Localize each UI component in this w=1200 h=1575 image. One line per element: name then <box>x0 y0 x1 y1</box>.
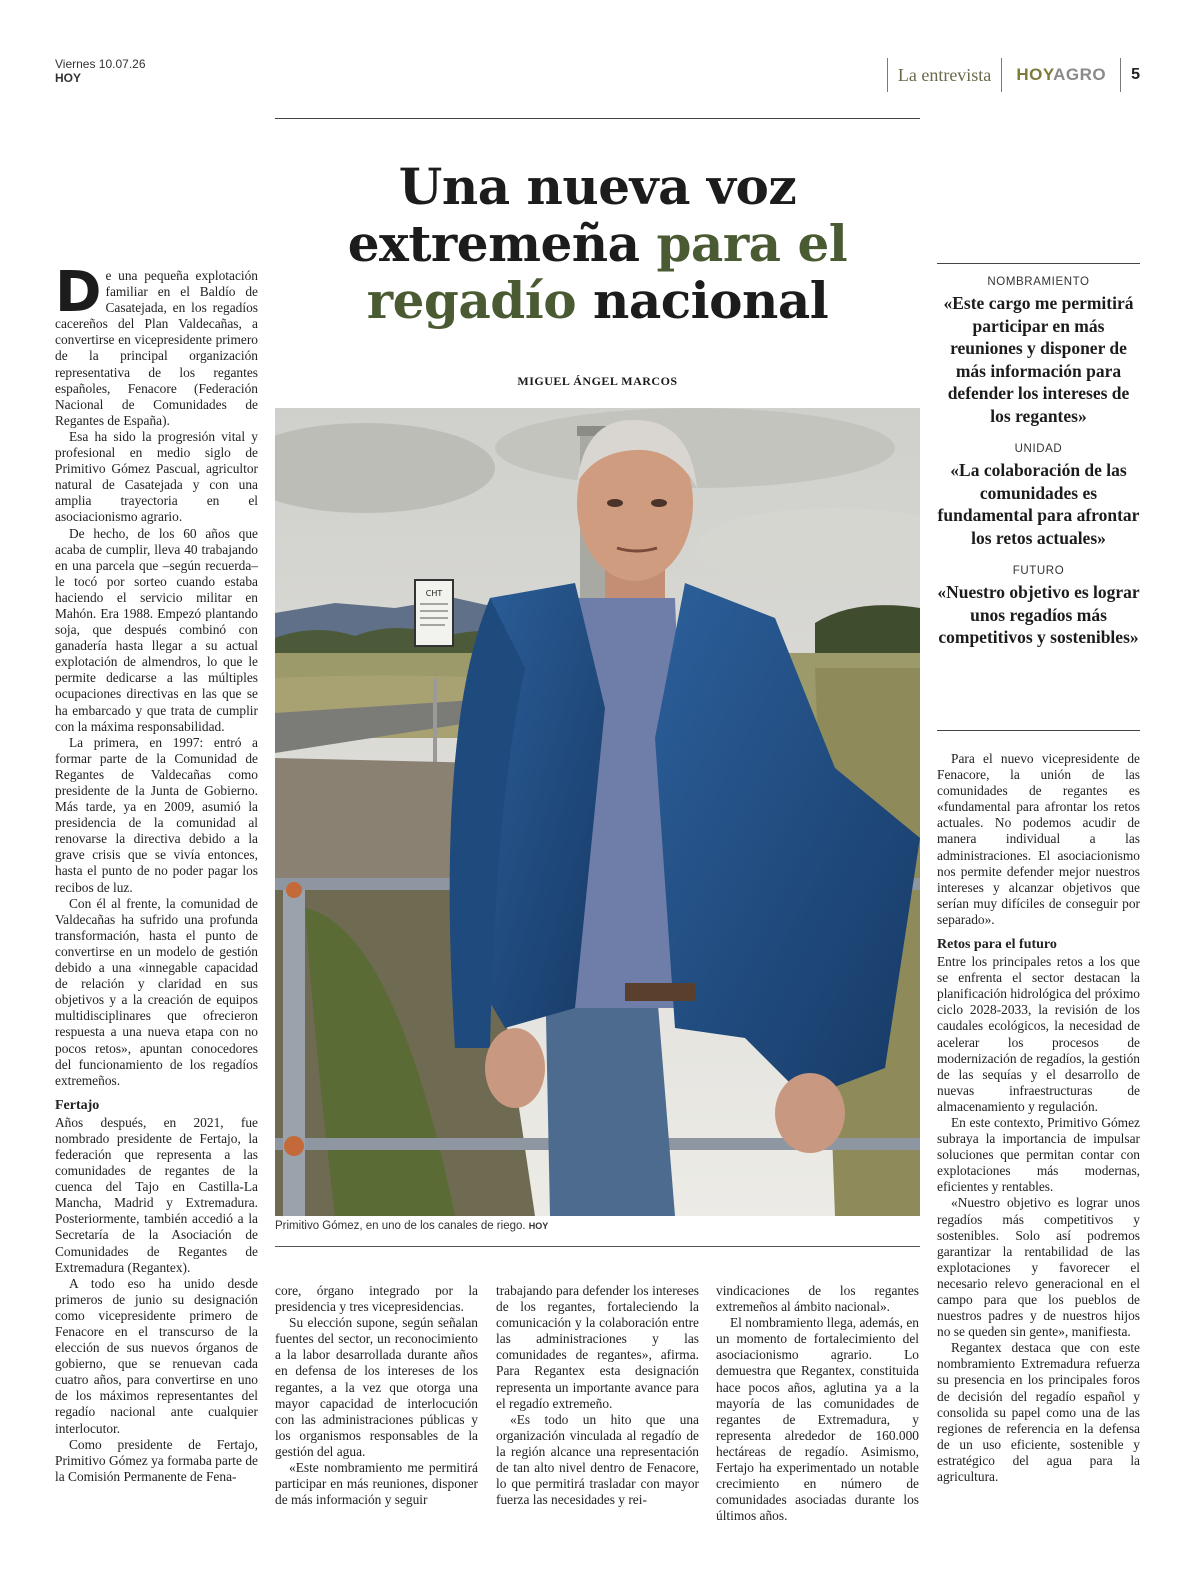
paragraph: core, órgano integrado por la presidencia y tres vicepresidencias. <box>275 1283 478 1315</box>
quote-label: FUTURO <box>1012 565 1065 577</box>
paper-name: HOY <box>55 71 82 85</box>
pull-quote: «Nuestro objetivo es lograr unos regadíos más competitivos y sostenibles» <box>937 582 1140 647</box>
paragraph: Como presidente de Fertajo, Primitivo Gómez ya formaba parte de la Comisión Permanente de Fena- <box>55 1436 258 1484</box>
issue-date: Viernes 10.07.26 <box>55 57 146 71</box>
subheading: Retos para el futuro <box>937 937 1057 953</box>
page-number: 5 <box>1131 66 1140 83</box>
paragraph: «Nuestro objetivo es lograr unos regadíos más competitivos y sostenibles. Solo así podremos garantizar la rentabilidad de las explotaciones y favorecer el necesario relevo generacional en el campo para que los pueblos de nuestros padres y de nuestros hijos no se queden sin gente», manifiesta. <box>937 1195 1140 1340</box>
article-column-2 <box>275 1283 478 1508</box>
paragraph: Regantex destaca que con este nombramiento Extremadura refuerza su presencia en los principales foros de decisión del regadío español y consolida su papel como una de las regiones de referencia en la defensa de un uso eficiente, sostenible y estratégico del agua para la agricultura. <box>937 1340 1140 1485</box>
article-column-1 <box>55 260 258 1485</box>
paragraph: De hecho, de los 60 años que acaba de cumplir, lleva 40 trabajando en una parcela que –según recuerda– le tocó por sorteo cuando estaba haciendo el servicio militar en Mahón. Era 1988. Empezó plantando soja, que después combinó con ganadería hasta llegar a su actual explotación de almendros, lo que le permite dedicarse a las múltiples ocupaciones directivas en las que se ha embarcado y que trata de cumplir con la máxima responsabilidad. <box>55 525 258 734</box>
page-header-right <box>887 58 1140 92</box>
sign-text: CHT <box>425 589 443 598</box>
article-photo <box>275 408 920 1216</box>
top-rule <box>275 118 920 119</box>
paragraph: «Este nombramiento me permitirá participar en más reuniones, disponer de más información y seguir <box>275 1460 478 1508</box>
paragraph: Para el nuevo vicepresidente de Fenacore, la unión de las comunidades de regantes es «fundamental para afrontar los retos actuales. No podemos acudir de manera individual a las administraciones. El asociacionismo nos permite defender mejor nuestros intereses y alcanzar objetivos que serían muy difíciles de conseguir por separado». <box>937 751 1140 927</box>
paragraph: En este contexto, Primitivo Gómez subraya la importancia de impulsar soluciones que permitan contar con explotaciones más modernas, eficientes y rentables. <box>937 1114 1140 1195</box>
paragraph: Con él al frente, la comunidad de Valdecañas ha sufrido una profunda transformación, hasta el punto de convertirse en un modelo de gestión debido a una «innegable capacidad de relación y claridad en sus objetivos y a la creación de equipos multidisciplinares que ofrecieron respuesta a una nueva etapa con no pocos retos», apuntan conocedores del funcionamiento de los regadíos extremeños. <box>55 895 258 1088</box>
photo-credit: HOY <box>528 1221 549 1231</box>
photo-caption: Primitivo Gómez, en uno de los canales de riego. HOY <box>275 1220 549 1232</box>
article-column-4 <box>716 1283 919 1524</box>
drop-cap: D <box>55 260 102 325</box>
pull-quote: «Este cargo me permitirá participar en más reuniones y disponer de más información para defender los intereses de los regantes» <box>943 293 1134 426</box>
quotes-bottom-rule <box>937 730 1140 731</box>
photo-illustration <box>275 408 920 1216</box>
caption-rule <box>275 1246 920 1247</box>
byline: MIGUEL ÁNGEL MARCOS <box>517 374 678 388</box>
article-column-3 <box>496 1283 699 1508</box>
paragraph: «Es todo un hito que una organización vinculada al regadío de la región alcance una representación de tan alto nivel dentro de Fenacore, lo que permitirá trasladar con mayor fuerza las necesidades y rei- <box>496 1411 699 1508</box>
headline: Una nueva voz extremeña para el regadío nacional <box>347 157 848 330</box>
paragraph: La primera, en 1997: entró a formar parte de la Comunidad de Regantes de Valdecañas como presidente de la Junta de Gobierno. Más tarde, ya en 2009, asumió la presidencia de la comunidad al renovarse la directiva debido a la grave crisis que se vivía entonces, hasta el punto de no poder pagar los recibos de luz. <box>55 734 258 895</box>
subheading: Fertajo <box>55 1097 100 1113</box>
supplement-logo: HOYAGRO <box>1016 65 1107 84</box>
paragraph: El nombramiento llega, además, en un momento de fortalecimiento del asociacionismo agrario. Lo demuestra que Regantex, constituida hace pocos años, aglutina ya a la mayoría de las comunidades de regantes de Extremadura, y representa alrededor de 160.000 hectáreas de regadío. Asimismo, Fertajo ha experimentado un notable crecimiento en número de comunidades asociadas durante los últimos años. <box>716 1315 919 1524</box>
paragraph: trabajando para defender los intereses de los regantes, fortaleciendo la comunicación y la colaboración entre las administraciones y las comunidades de regantes», afirma. Para Regantex esta designación representa un importante avance para el regadío extremeño. <box>496 1283 699 1411</box>
quote-label: NOMBRAMIENTO <box>987 276 1090 288</box>
paragraph: vindicaciones de los regantes extremeños al ámbito nacional». <box>716 1283 919 1315</box>
pull-quote: «La colaboración de las comunidades es fundamental para afrontar los retos actuales» <box>937 460 1140 548</box>
article-column-5 <box>937 751 1140 1485</box>
issue-date-block <box>55 57 146 85</box>
paragraph: e una pequeña explotación familiar en el Baldío de Casatejada, en los regadíos cacereños del Plan Valdecañas, a convertirse en vicepresidente primero de la principal organización representativa de los regantes españoles, Fenacore (Federación Nacional de Comunidades de Regantes de España). <box>55 268 258 428</box>
paragraph: Su elección supone, según señalan fuentes del sector, un reconocimiento a la labor desarrollada durante años en defensa de los intereses de los regantes, a la vez que otorga una mayor capacidad de interlocución con las administraciones públicas y los organismos responsables de la gestión del agua. <box>275 1315 478 1459</box>
paragraph: Esa ha sido la progresión vital y profesional en medio siglo de Primitivo Gómez Pascual, agricultor natural de Casatejada y con una amplia trayectoria en el asociacionismo agrario. <box>55 428 258 525</box>
quotes-sidebar <box>937 264 1140 649</box>
paragraph: Años después, en 2021, fue nombrado presidente de Fertajo, la federación que representa a las comunidades de regantes de la cuenca del Tajo en Castilla-La Mancha, Madrid y Extremadura. Posteriormente, también accedió a la Secretaría de la Asociación de Comunidades de Regantes de Extremadura (Regantex). <box>55 1114 258 1275</box>
paragraph: A todo eso ha unido desde primeros de junio su designación como vicepresidente primero de Fenacore en el transcurso de la elección de sus nuevos órganos de gobierno, que se renuevan cada cuatro años, para convertirse en uno de los máximos representantes del regadío nacional ante cualquier interlocutor. <box>55 1275 258 1436</box>
section-name: La entrevista <box>897 64 992 85</box>
quote-label: UNIDAD <box>1014 443 1063 455</box>
paragraph: Entre los principales retos a los que se enfrenta el sector destacan la planificación hidrológica del próximo ciclo 2028-2033, la revisión de los caudales ecológicos, la necesidad de acelerar los procesos de modernización de regadíos, la gestión de las sequías y el desarrollo de nuevas infraestructuras de almacenamiento y regulación. <box>937 954 1140 1114</box>
